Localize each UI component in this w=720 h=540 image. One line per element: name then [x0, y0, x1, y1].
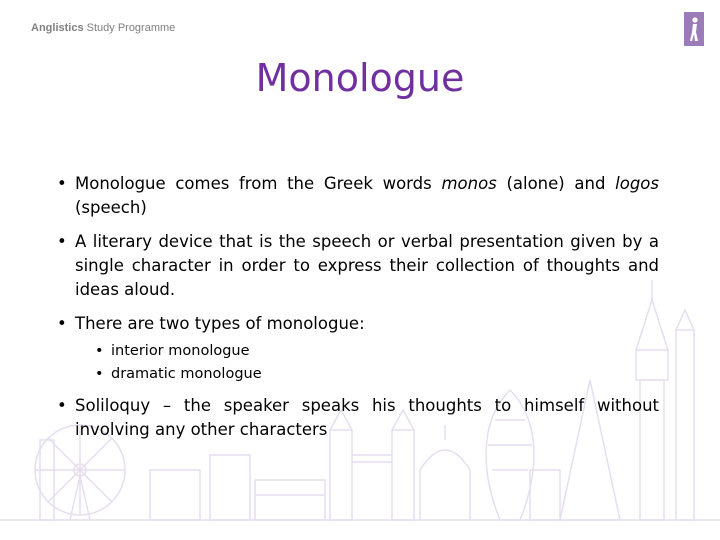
programme-header: [31, 22, 175, 34]
slide-title: Monologue: [255, 56, 465, 100]
bullet-dot: •: [57, 314, 67, 333]
bullet-soliloquy: [55, 394, 659, 442]
bullet-types: [55, 312, 659, 336]
sub-bullet-dot: •: [95, 366, 104, 382]
bullet-definition: [55, 230, 659, 302]
sub-bullet-dot: •: [95, 343, 104, 359]
sub-bullet-dramatic-text: dramatic monologue: [111, 366, 262, 382]
sub-bullet-interior-text: interior monologue: [111, 343, 250, 359]
monologue-types-list: [95, 340, 659, 386]
bullet-soliloquy-text: Soliloquy – the speaker speaks his thoughts to himself without involving any other characters: [75, 396, 659, 439]
term-monos: monos: [441, 174, 497, 193]
header-rest: Study Programme: [83, 22, 176, 34]
bullet-origin: [55, 172, 659, 220]
bullet-dot: •: [57, 396, 67, 415]
bullet-list: [55, 172, 659, 452]
bullet-dot: •: [57, 174, 67, 193]
figure-logo-icon: [684, 12, 704, 46]
bullet-origin-post: (speech): [75, 198, 147, 217]
term-logos: logos: [615, 174, 659, 193]
bullet-origin-pre: Monologue comes from the Greek words: [75, 174, 442, 193]
sub-bullet-dramatic: [95, 363, 659, 386]
bullet-dot: •: [57, 232, 67, 251]
bullet-types-text: There are two types of monologue:: [75, 314, 365, 333]
sub-bullet-interior: [95, 340, 659, 363]
header-bold: Anglistics: [31, 22, 84, 34]
bullet-origin-mid: (alone) and: [496, 174, 616, 193]
bullet-definition-text: A literary device that is the speech or verbal presentation given by a single character in order to express their collection of thoughts and ideas aloud.: [75, 232, 659, 299]
